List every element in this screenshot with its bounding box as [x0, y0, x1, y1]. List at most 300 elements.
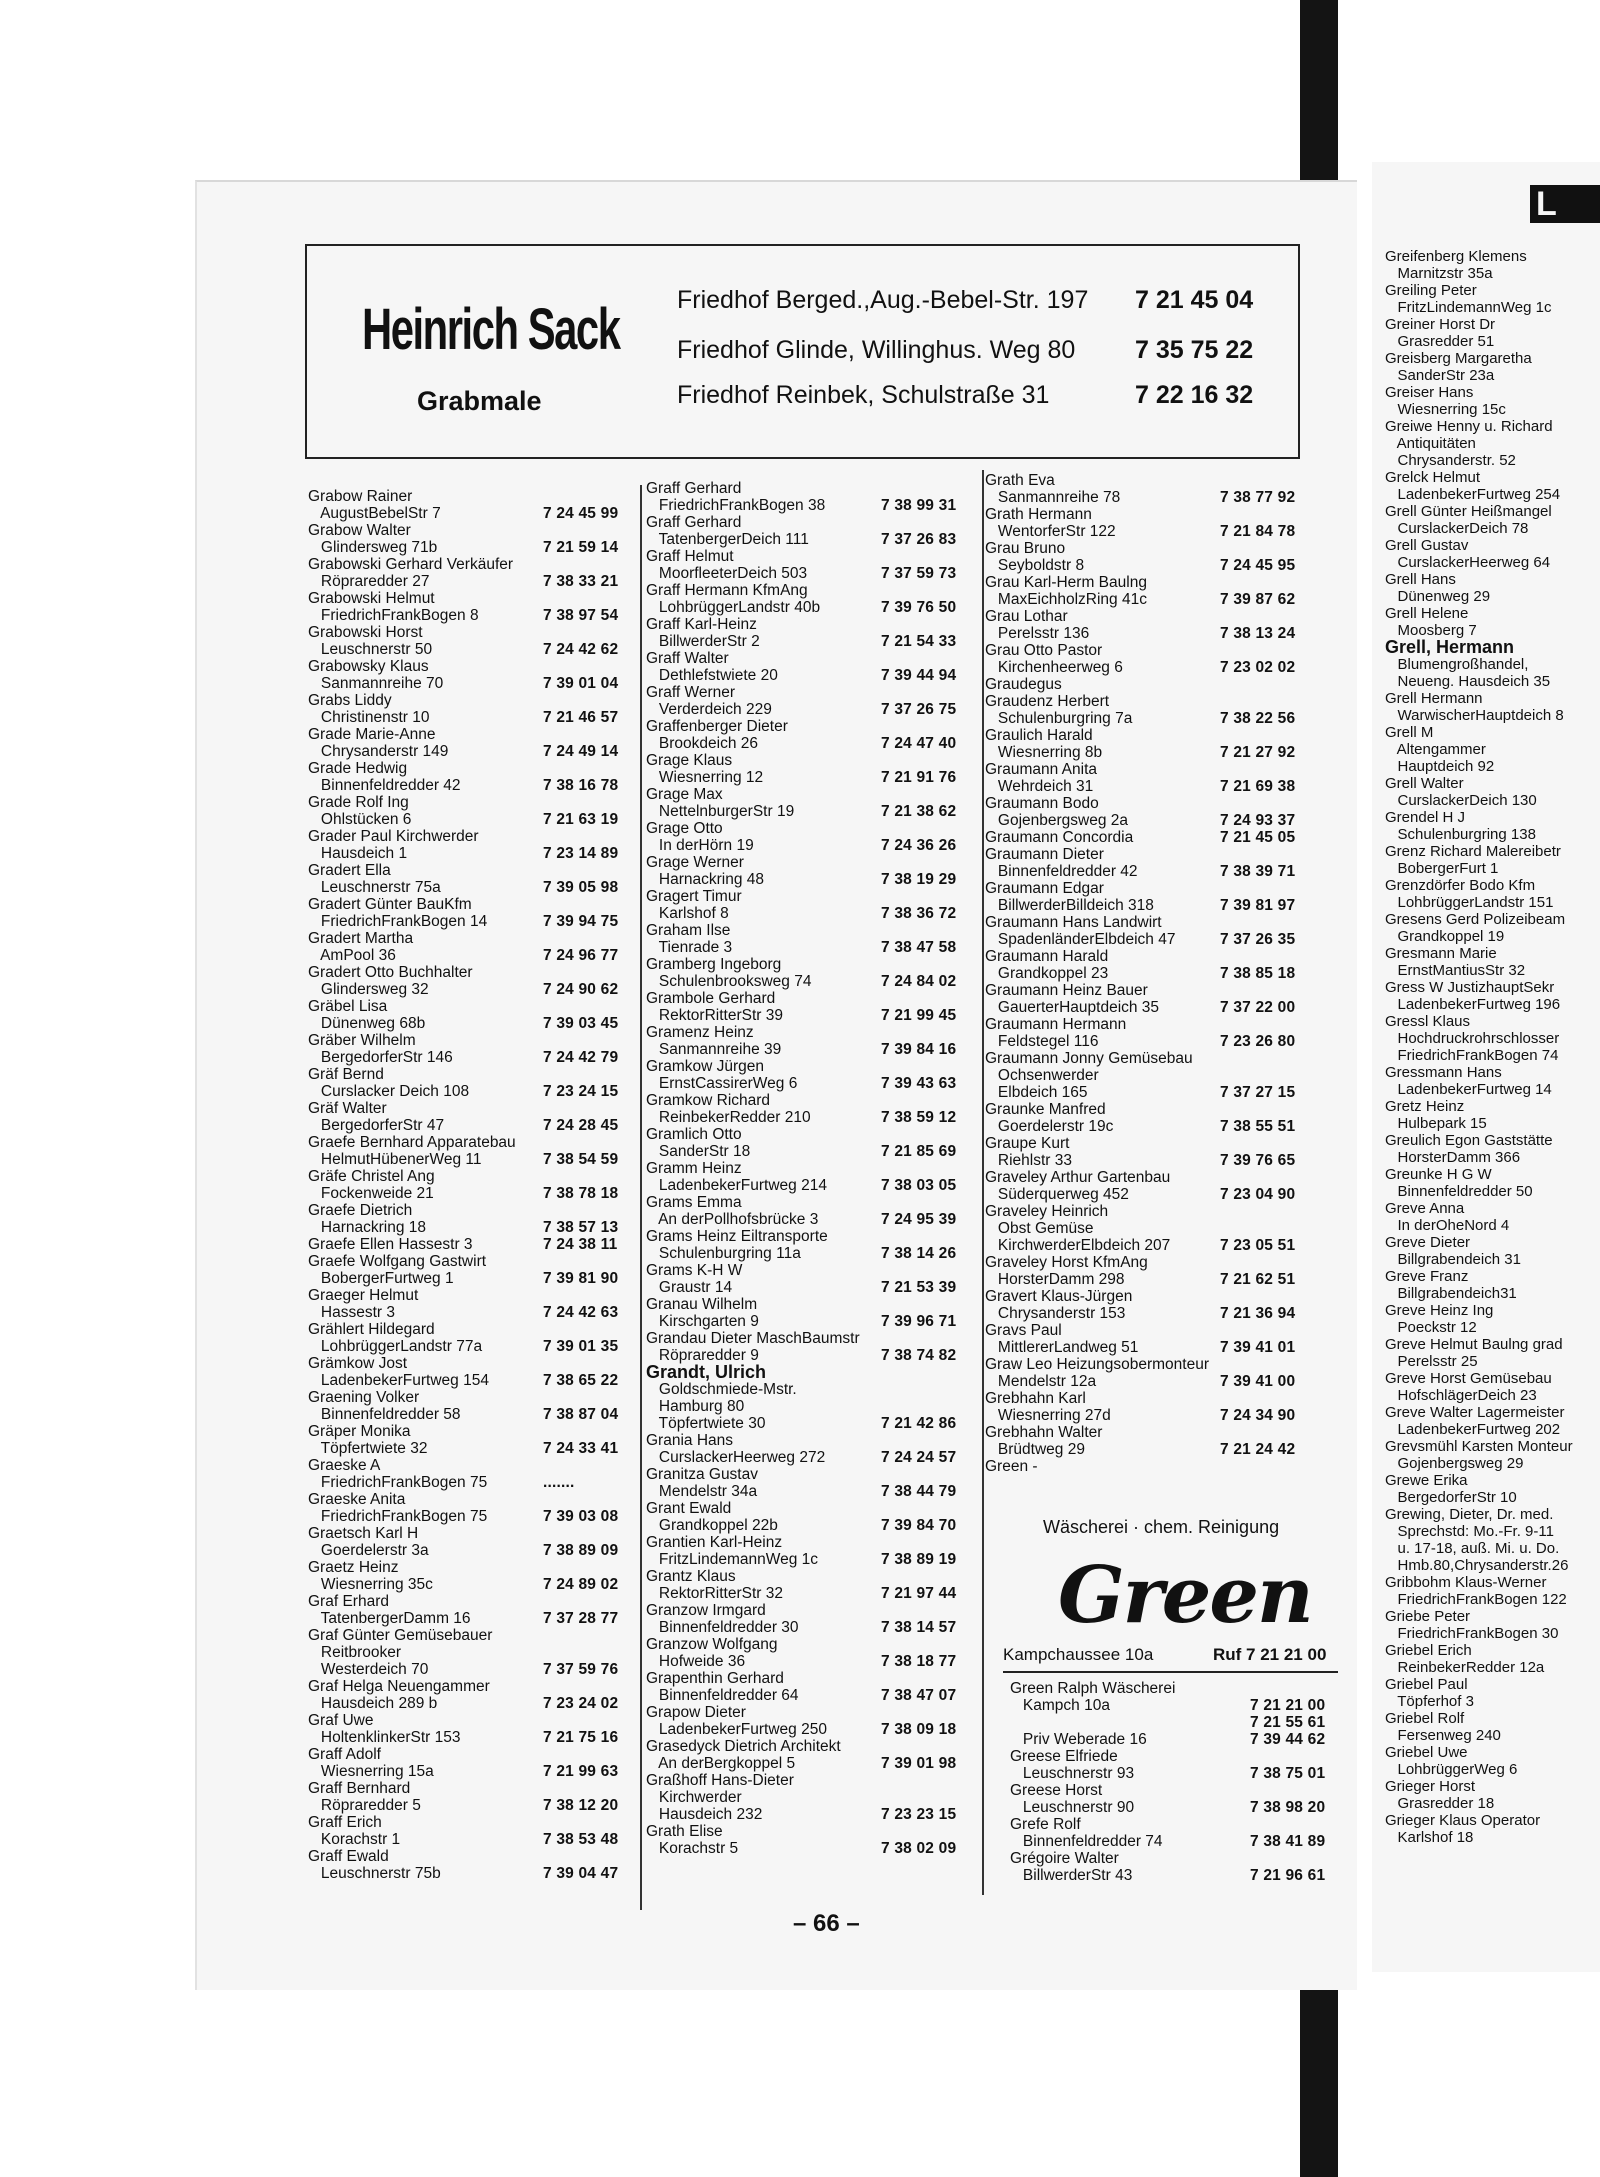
listing-phone: 7 39 03 45	[543, 1015, 619, 1032]
listing-name: Brookdeich 26	[646, 735, 759, 752]
listing-row	[1010, 1782, 1335, 1799]
listing-row	[1385, 1659, 1600, 1676]
listing-row	[308, 947, 633, 964]
listing-phone: 7 38 47 58	[881, 939, 957, 956]
listing-row	[985, 1016, 1330, 1033]
listing-row	[308, 1151, 633, 1168]
listing-name: Grasedyck Dietrich Architekt	[646, 1738, 841, 1755]
listing-row	[985, 1322, 1330, 1339]
listing-phone: 7 38 36 72	[881, 905, 957, 922]
listing-phone: 7 38 53 48	[543, 1831, 619, 1848]
listing-name: Greunke H G W	[1385, 1166, 1492, 1183]
listing-phone: 7 24 47 40	[881, 735, 957, 752]
listing-row	[1385, 758, 1600, 775]
listing-row	[646, 1228, 976, 1245]
listing-row	[1385, 1591, 1600, 1608]
listing-row	[985, 1458, 1330, 1475]
listing-row	[1385, 1081, 1600, 1098]
listing-phone: 7 23 14 89	[543, 845, 619, 862]
listing-name: Graßhoff Hans-Dieter	[646, 1772, 794, 1789]
listing-row	[985, 693, 1330, 710]
listing-name: Grath Eva	[985, 472, 1055, 489]
listing-phone: 7 24 90 62	[543, 981, 619, 998]
listing-row	[985, 744, 1330, 761]
listing-row	[646, 1245, 976, 1262]
column-divider	[640, 485, 642, 1910]
listing-phone: 7 21 96 61	[1250, 1867, 1326, 1884]
listing-row	[308, 641, 633, 658]
listing-name: Karlshof 8	[646, 905, 729, 922]
listing-row	[1385, 316, 1600, 333]
listing-row	[1385, 1812, 1600, 1829]
listing-phone: 7 38 74 82	[881, 1347, 957, 1364]
listing-name: Graumann Heinz Bauer	[985, 982, 1148, 999]
listing-name: Altengammer	[1385, 741, 1486, 758]
listing-name: Grath Hermann	[985, 506, 1092, 523]
listing-name: Granzow Irmgard	[646, 1602, 766, 1619]
listing-row	[1385, 1132, 1600, 1149]
listing-row	[646, 1364, 976, 1381]
listing-name: Röpraredder 27	[308, 573, 430, 590]
ad-line-text: Friedhof Reinbek, Schulstraße 31	[677, 381, 1050, 409]
listing-name: LadenbekerFurtweg 154	[308, 1372, 489, 1389]
listing-name: Graumann Anita	[985, 761, 1098, 778]
listing-row	[646, 752, 976, 769]
listing-name: Gräper Monika	[308, 1423, 411, 1440]
listing-phone: 7 39 43 63	[881, 1075, 957, 1092]
listing-phone: 7 38 12 20	[543, 1797, 619, 1814]
listing-row	[1385, 333, 1600, 350]
listing-phone: 7 21 45 05	[1220, 829, 1296, 846]
listing-name: Gragert Timur	[646, 888, 742, 905]
listing-row	[308, 1746, 633, 1763]
listing-row	[646, 1109, 976, 1126]
listing-name: Grau Otto Pastor	[985, 642, 1103, 659]
listing-row	[1385, 1506, 1600, 1523]
listing-row	[985, 778, 1330, 795]
listing-row	[646, 1041, 976, 1058]
listing-row	[308, 930, 633, 947]
listing-phone: 7 23 26 80	[1220, 1033, 1296, 1050]
listing-name: Graefe Ellen Hassestr 3	[308, 1236, 473, 1253]
listing-name: FriedrichFrankBogen 74	[1385, 1047, 1559, 1064]
listing-row	[1385, 1557, 1600, 1574]
listing-name: Grams Heinz Eiltransporte	[646, 1228, 828, 1245]
listing-name: Grau Lothar	[985, 608, 1068, 625]
listing-name: Hausdeich 232	[646, 1806, 763, 1823]
listing-name: Grendel H J	[1385, 809, 1466, 826]
listing-row	[985, 1237, 1330, 1254]
listing-phone: 7 38 78 18	[543, 1185, 619, 1202]
listing-row	[308, 726, 633, 743]
listing-row	[308, 1457, 633, 1474]
listing-row	[646, 701, 976, 718]
listing-name: Curslacker Deich 108	[308, 1083, 470, 1100]
listing-row	[308, 1440, 633, 1457]
listing-row	[308, 539, 633, 556]
green-ad-phone: Ruf 7 21 21 00	[1213, 1645, 1327, 1664]
listing-row	[1385, 1115, 1600, 1132]
listing-row	[985, 795, 1330, 812]
listing-row	[1385, 1370, 1600, 1387]
listing-name: Marnitzstr 35a	[1385, 265, 1493, 282]
listing-row	[308, 964, 633, 981]
listing-name: Wiesnerring 8b	[985, 744, 1103, 761]
listing-name: Elbdeich 165	[985, 1084, 1088, 1101]
listing-name: FriedrichFrankBogen 38	[646, 497, 826, 514]
listing-phone: 7 38 02 09	[881, 1840, 957, 1857]
listing-name: Gretz Heinz	[1385, 1098, 1465, 1115]
listing-row	[1385, 1625, 1600, 1642]
listing-row	[1385, 1778, 1600, 1795]
green-ad-rule	[1003, 1671, 1338, 1673]
listing-row	[646, 1466, 976, 1483]
ad-line-text: Friedhof Berged.,Aug.-Bebel-Str. 197	[677, 286, 1089, 314]
listing-name: Greese Horst	[1010, 1782, 1103, 1799]
listing-name: Gresens Gerd Polizeibeam	[1385, 911, 1566, 928]
listing-name: Grage Otto	[646, 820, 723, 837]
listing-name: Ohlstücken 6	[308, 811, 412, 828]
listing-name: WarwischerHauptdeich 8	[1385, 707, 1564, 724]
listing-name: Grell M	[1385, 724, 1434, 741]
listing-row	[646, 1211, 976, 1228]
listing-phone: 7 21 36 94	[1220, 1305, 1296, 1322]
listing-phone: 7 21 75 16	[543, 1729, 619, 1746]
listing-name: Dethlefstwiete 20	[646, 667, 778, 684]
listing-row	[646, 1704, 976, 1721]
listing-phone: 7 24 49 14	[543, 743, 619, 760]
listing-name: Grant Ewald	[646, 1500, 732, 1517]
listing-name: Grenzdörfer Bodo Kfm	[1385, 877, 1536, 894]
listing-name: Graefe Wolfgang Gastwirt	[308, 1253, 487, 1270]
listing-name: Wiesnerring 15c	[1385, 401, 1506, 418]
listing-row	[646, 735, 976, 752]
listing-name: Greve Heinz Ing	[1385, 1302, 1494, 1319]
listing-row	[985, 608, 1330, 625]
listing-row	[1385, 1387, 1600, 1404]
listing-name: Gräf Bernd	[308, 1066, 384, 1083]
listing-row	[1385, 350, 1600, 367]
listing-name: Binnenfeldredder 42	[985, 863, 1138, 880]
listing-name: Binnenfeldredder 58	[308, 1406, 461, 1423]
listing-name: Mendelstr 34a	[646, 1483, 758, 1500]
listing-name: Graw Leo Heizungsobermonteur	[985, 1356, 1210, 1373]
listing-name: CurslackerHeerweg 64	[1385, 554, 1551, 571]
listing-row	[308, 1627, 633, 1644]
listing-row	[308, 709, 633, 726]
listing-row	[1385, 452, 1600, 469]
listing-row	[1385, 1710, 1600, 1727]
listing-name: Grandkoppel 22b	[646, 1517, 778, 1534]
listing-row	[308, 1559, 633, 1576]
listing-name: Gramm Heinz	[646, 1160, 742, 1177]
listing-row	[1385, 877, 1600, 894]
listing-name: Graveley Horst KfmAng	[985, 1254, 1148, 1271]
listing-name: Kampch 10a	[1010, 1697, 1110, 1714]
listing-row	[1385, 1183, 1600, 1200]
listing-row	[646, 837, 976, 854]
listing-name: Poeckstr 12	[1385, 1319, 1477, 1336]
listing-row	[646, 1806, 976, 1823]
listing-name: Gravs Paul	[985, 1322, 1062, 1339]
listing-row	[646, 1687, 976, 1704]
listing-row	[308, 1406, 633, 1423]
listing-row	[646, 718, 976, 735]
listing-phone: 7 21 24 42	[1220, 1441, 1296, 1458]
listing-row	[1385, 979, 1600, 996]
listing-phone: 7 39 76 50	[881, 599, 957, 616]
listing-name: Grell Hermann	[1385, 690, 1483, 707]
listing-name: Feldstegel 116	[985, 1033, 1099, 1050]
listing-row	[308, 1270, 633, 1287]
listing-row	[308, 1338, 633, 1355]
listing-row	[308, 1848, 633, 1865]
listing-name: Harnackring 48	[646, 871, 765, 888]
listing-row	[308, 556, 633, 573]
listing-row	[646, 1653, 976, 1670]
listing-row	[1385, 707, 1600, 724]
listing-name: Graff Karl-Heinz	[646, 616, 757, 633]
listing-row	[985, 659, 1330, 676]
listing-name: Wehrdeich 31	[985, 778, 1094, 795]
listing-name: HoltenklinkerStr 153	[308, 1729, 461, 1746]
listing-phone: 7 21 99 63	[543, 1763, 619, 1780]
listing-name: Goerdelerstr 3a	[308, 1542, 429, 1559]
listing-row	[646, 1160, 976, 1177]
listing-row	[308, 879, 633, 896]
listing-name: Graumann Harald	[985, 948, 1109, 965]
listing-row	[985, 1118, 1330, 1135]
listing-name: Sanmannreihe 70	[308, 675, 444, 692]
listing-row	[985, 676, 1330, 693]
listing-name: Glindersweg 71b	[308, 539, 438, 556]
listing-row	[985, 897, 1330, 914]
listing-row	[985, 625, 1330, 642]
listing-row	[1385, 860, 1600, 877]
listing-row	[985, 489, 1330, 506]
listing-row	[308, 1236, 633, 1253]
listing-name: TatenbergerDamm 16	[308, 1610, 471, 1627]
listing-name: Graf Helga Neuengammer	[308, 1678, 490, 1695]
listing-row	[308, 981, 633, 998]
listing-phone: 7 38 77 92	[1220, 489, 1296, 506]
listing-row	[308, 794, 633, 811]
listing-name: Töpferhof 3	[1385, 1693, 1474, 1710]
listing-name: Graffenberger Dieter	[646, 718, 788, 735]
listing-name: ErnstMantiusStr 32	[1385, 962, 1526, 979]
listing-row	[1385, 265, 1600, 282]
listing-row	[985, 846, 1330, 863]
listing-phone: 7 21 42 86	[881, 1415, 957, 1432]
listing-row	[308, 1525, 633, 1542]
listing-row	[1385, 588, 1600, 605]
listing-row	[985, 1390, 1330, 1407]
listing-row	[646, 599, 976, 616]
listing-row	[1385, 673, 1600, 690]
listing-row	[646, 990, 976, 1007]
listing-name: Hulbepark 15	[1385, 1115, 1487, 1132]
listing-phone: 7 39 96 71	[881, 1313, 957, 1330]
listing-name: Tienrade 3	[646, 939, 733, 956]
listing-name: Grantz Klaus	[646, 1568, 736, 1585]
listing-column-right	[1385, 248, 1600, 1846]
listing-row	[308, 1168, 633, 1185]
listing-name: Korachstr 5	[646, 1840, 739, 1857]
listing-name: Goerdelerstr 19c	[985, 1118, 1114, 1135]
listing-name: Hauptdeich 92	[1385, 758, 1495, 775]
listing-phone: 7 38 13 24	[1220, 625, 1296, 642]
listing-name: Grell, Hermann	[1385, 639, 1515, 656]
listing-row	[1385, 1642, 1600, 1659]
listing-name: Grählert Hildegard	[308, 1321, 435, 1338]
listing-name: Graff Erich	[308, 1814, 382, 1831]
listing-row	[985, 965, 1330, 982]
listing-phone: 7 38 39 71	[1220, 863, 1296, 880]
listing-name: Töpfertwiete 32	[308, 1440, 428, 1457]
listing-row	[1010, 1833, 1335, 1850]
listing-name: Christinenstr 10	[308, 709, 430, 726]
listing-name: Gresmann Marie	[1385, 945, 1497, 962]
listing-row	[985, 506, 1330, 523]
listing-phone: 7 38 03 05	[881, 1177, 957, 1194]
listing-phone: 7 38 59 12	[881, 1109, 957, 1126]
listing-name: Granau Wilhelm	[646, 1296, 758, 1313]
listing-name: MaxEichholzRing 41c	[985, 591, 1147, 608]
listing-phone: 7 39 81 90	[543, 1270, 619, 1287]
listing-row	[1385, 962, 1600, 979]
listing-phone: 7 39 76 65	[1220, 1152, 1296, 1169]
listing-name: Granzow Wolfgang	[646, 1636, 778, 1653]
listing-row	[308, 1287, 633, 1304]
listing-row	[1385, 792, 1600, 809]
listing-row	[308, 1593, 633, 1610]
listing-name: HorsterDamm 298	[985, 1271, 1125, 1288]
listing-phone: 7 24 42 62	[543, 641, 619, 658]
listing-row	[1385, 1523, 1600, 1540]
listing-name: Graumann Bodo	[985, 795, 1099, 812]
listing-name: Gribbohm Klaus-Werner	[1385, 1574, 1547, 1591]
listing-row	[646, 1517, 976, 1534]
listing-row	[985, 523, 1330, 540]
listing-name: Gramenz Heinz	[646, 1024, 754, 1041]
listing-phone: 7 38 75 01	[1250, 1765, 1326, 1782]
listing-name: Griebe Peter	[1385, 1608, 1471, 1625]
listing-name: Graetz Heinz	[308, 1559, 399, 1576]
listing-row	[985, 1169, 1330, 1186]
listing-name: BergedorferStr 10	[1385, 1489, 1517, 1506]
listing-row	[1385, 486, 1600, 503]
listing-row	[308, 1491, 633, 1508]
listing-row	[1385, 690, 1600, 707]
listing-name: Graff Bernhard	[308, 1780, 411, 1797]
listing-name: Grader Paul Kirchwerder	[308, 828, 479, 845]
listing-row	[1385, 282, 1600, 299]
listing-row	[646, 1551, 976, 1568]
listing-name: Grantien Karl-Heinz	[646, 1534, 783, 1551]
listing-name: Sprechstd: Mo.-Fr. 9-11	[1385, 1523, 1554, 1540]
listing-row	[1385, 1744, 1600, 1761]
listing-name: LohbrüggerWeg 6	[1385, 1761, 1518, 1778]
listing-row	[1385, 1319, 1600, 1336]
listing-name: BobergerFurtweg 1	[308, 1270, 454, 1287]
listing-row	[646, 1143, 976, 1160]
listing-phone: 7 38 85 18	[1220, 965, 1296, 982]
listing-name: Greve Horst Gemüsebau	[1385, 1370, 1552, 1387]
listing-row	[646, 1381, 976, 1398]
listing-row	[985, 472, 1330, 489]
listing-row	[1385, 1013, 1600, 1030]
listing-row	[985, 1441, 1330, 1458]
listing-row	[308, 1763, 633, 1780]
listing-name: Greulich Egon Gaststätte	[1385, 1132, 1553, 1149]
listing-name: Wiesnerring 27d	[985, 1407, 1111, 1424]
listing-phone: 7 24 45 95	[1220, 557, 1296, 574]
listing-column-2	[646, 480, 976, 1857]
listing-row	[1010, 1697, 1335, 1714]
listing-name: Wiesnerring 12	[646, 769, 764, 786]
listing-name: Gradert Ella	[308, 862, 391, 879]
listing-name: Gradert Otto Buchhalter	[308, 964, 473, 981]
listing-name: Leuschnerstr 75b	[308, 1865, 441, 1882]
listing-name: Grath Elise	[646, 1823, 723, 1840]
ad-line	[677, 336, 1254, 365]
listing-row	[1385, 1200, 1600, 1217]
listing-row	[646, 1840, 976, 1857]
listing-name: Priv Weberade 16	[1010, 1731, 1147, 1748]
listing-name: Graff Walter	[646, 650, 729, 667]
listing-row	[985, 1254, 1330, 1271]
listing-row	[1385, 1761, 1600, 1778]
ad-line	[677, 286, 1254, 315]
listing-name: Hofweide 36	[646, 1653, 746, 1670]
green-listing	[1010, 1680, 1335, 1884]
listing-phone: 7 23 05 51	[1220, 1237, 1296, 1254]
listing-name: Grabowski Gerhard Verkäufer	[308, 556, 514, 573]
listing-row	[308, 862, 633, 879]
listing-phone: 7 21 63 19	[543, 811, 619, 828]
listing-name: Hochdruckrohrschlosser	[1385, 1030, 1560, 1047]
listing-row	[985, 1067, 1330, 1084]
listing-row	[1010, 1731, 1335, 1748]
listing-row	[308, 1678, 633, 1695]
listing-name: Grandau Dieter MaschBaumstr	[646, 1330, 860, 1347]
listing-row	[1385, 1251, 1600, 1268]
listing-name: Gressmann Hans	[1385, 1064, 1502, 1081]
listing-row	[1385, 741, 1600, 758]
listing-row	[308, 1729, 633, 1746]
listing-row	[1385, 1047, 1600, 1064]
listing-row	[1385, 605, 1600, 622]
listing-name: Antiquitäten	[1385, 435, 1476, 452]
listing-row	[985, 1101, 1330, 1118]
listing-name: FriedrichFrankBogen 75	[308, 1508, 488, 1525]
listing-name: Graff Gerhard	[646, 514, 742, 531]
listing-row	[985, 574, 1330, 591]
listing-row	[308, 624, 633, 641]
listing-row	[1385, 1336, 1600, 1353]
listing-name: Graeger Helmut	[308, 1287, 419, 1304]
listing-row	[646, 1279, 976, 1296]
listing-row	[646, 973, 976, 990]
listing-row	[308, 1321, 633, 1338]
listing-row	[646, 1296, 976, 1313]
listing-name: Griebel Erich	[1385, 1642, 1472, 1659]
listing-name: Graham Ilse	[646, 922, 731, 939]
listing-row	[1385, 724, 1600, 741]
listing-phone: 7 39 41 01	[1220, 1339, 1296, 1356]
listing-name: Leuschnerstr 93	[1010, 1765, 1135, 1782]
listing-phone: 7 38 57 13	[543, 1219, 619, 1236]
